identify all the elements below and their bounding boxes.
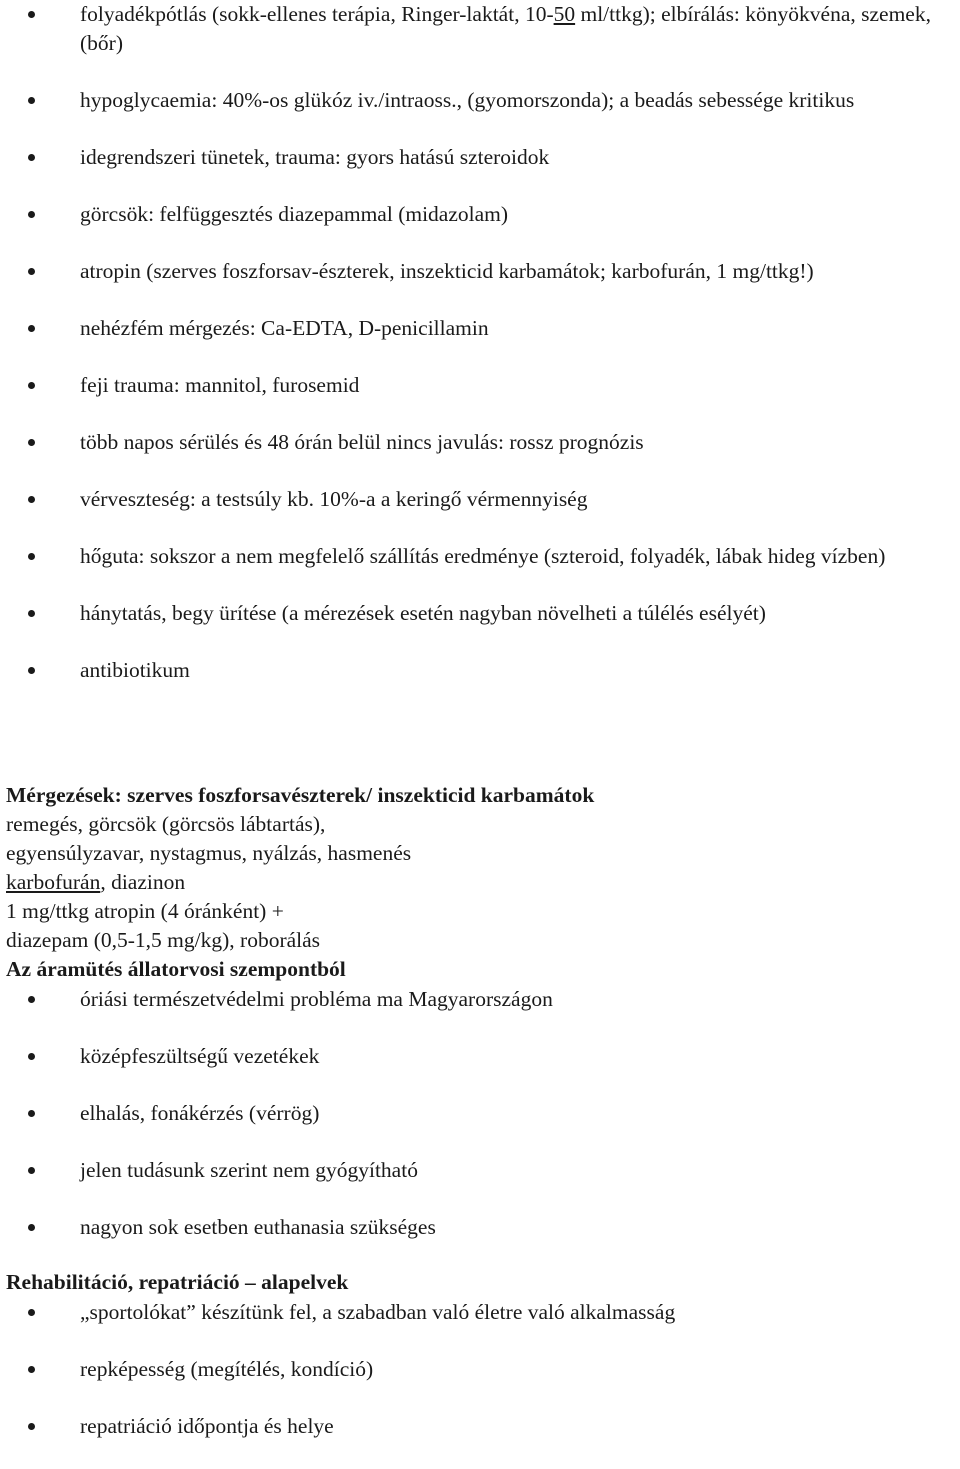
- list-item: [0, 1042, 960, 1071]
- list-item: [0, 314, 960, 343]
- list-item: [0, 257, 960, 286]
- bullet-icon: [28, 496, 35, 503]
- text-line: 1 mg/ttkg atropin (4 óránként) +: [6, 899, 284, 923]
- underlined-text: karbofurán: [6, 870, 101, 894]
- poisoning-section: [0, 781, 960, 984]
- bullet-icon: [28, 667, 35, 674]
- list-item: [0, 542, 960, 571]
- bullet-icon: [28, 97, 35, 104]
- list-item-text: repatriáció időpontja és helye: [80, 1414, 334, 1438]
- list-item: [0, 143, 960, 172]
- list-item-text: több napos sérülés és 48 órán belül nincs javulás: rossz prognózis: [80, 430, 644, 454]
- list-item-text: hypoglycaemia: 40%-os glükóz iv./intraoss., (gyomorszonda); a beadás sebessége kritikus: [80, 88, 855, 112]
- list-item: [0, 599, 960, 628]
- list-item: [0, 86, 960, 115]
- list-item: [0, 200, 960, 229]
- list-item-text: elhalás, fonákérzés (vérrög): [80, 1101, 320, 1125]
- list-item-text: nagyon sok esetben euthanasia szükséges: [80, 1215, 436, 1239]
- list-item-text: feji trauma: mannitol, furosemid: [80, 373, 360, 397]
- list-item: [0, 428, 960, 457]
- bullet-icon: [28, 1053, 35, 1060]
- section-heading: Az áramütés állatorvosi szempontból: [6, 957, 346, 981]
- bullet-icon: [28, 1309, 35, 1316]
- electrocution-list: [0, 985, 960, 1270]
- bullet-icon: [28, 996, 35, 1003]
- list-item-text: folyadékpótlás (sokk-ellenes terápia, Ringer-laktát, 10-: [80, 2, 554, 26]
- list-item: [0, 485, 960, 514]
- list-item: [0, 1298, 960, 1327]
- bullet-icon: [28, 1110, 35, 1117]
- text-line: [0, 868, 960, 897]
- list-item-text: atropin (szerves foszforsav-észterek, inszekticid karbamátok; karbofurán, 1 mg/ttkg!): [80, 259, 814, 283]
- list-item-text: idegrendszeri tünetek, trauma: gyors hatású szteroidok: [80, 145, 550, 169]
- text-line: egyensúlyzavar, nystagmus, nyálzás, hasmenés: [6, 841, 412, 865]
- text-line: remegés, görcsök (görcsös lábtartás),: [6, 812, 326, 836]
- bullet-icon: [28, 325, 35, 332]
- list-item-text: görcsök: felfüggesztés diazepammal (midazolam): [80, 202, 509, 226]
- bullet-icon: [28, 439, 35, 446]
- section-heading: Rehabilitáció, repatriáció – alapelvek: [6, 1270, 349, 1294]
- list-item: [0, 1412, 960, 1441]
- text-fragment: , diazinon: [100, 870, 186, 894]
- list-item: [0, 985, 960, 1014]
- list-item: [0, 371, 960, 400]
- list-item-text: jelen tudásunk szerint nem gyógyítható: [80, 1158, 418, 1182]
- bullet-icon: [28, 1366, 35, 1373]
- bullet-icon: [28, 1224, 35, 1231]
- bullet-icon: [28, 610, 35, 617]
- list-item: [0, 1099, 960, 1128]
- list-item-text: nehézfém mérgezés: Ca-EDTA, D-penicillamin: [80, 316, 489, 340]
- list-item: [0, 1213, 960, 1242]
- list-item-text: hánytatás, begy ürítése (a mérezések esetén nagyban növelheti a túlélés esélyét): [80, 601, 766, 625]
- list-item: [0, 1355, 960, 1384]
- bullet-icon: [28, 1167, 35, 1174]
- list-item-text: vérveszteség: a testsúly kb. 10%-a a keringő vérmennyiség: [80, 487, 588, 511]
- list-item-text: óriási természetvédelmi probléma ma Magyarországon: [80, 987, 553, 1011]
- list-item-text: „sportolókat” készítünk fel, a szabadban való életre való alkalmasság: [80, 1300, 676, 1324]
- bullet-icon: [28, 382, 35, 389]
- list-item-text: ml/ttkg); elbírálás: könyökvéna, szemek, (bőr): [80, 2, 931, 55]
- list-item: [0, 0, 960, 58]
- treatment-list: [0, 0, 960, 713]
- list-item: [0, 656, 960, 685]
- list-item: [0, 1156, 960, 1185]
- bullet-icon: [28, 11, 35, 18]
- text-line: diazepam (0,5-1,5 mg/kg), roborálás: [6, 928, 321, 952]
- underlined-text: 50: [553, 2, 576, 26]
- list-item-text: középfeszültségű vezetékek: [80, 1044, 320, 1068]
- bullet-icon: [28, 1423, 35, 1430]
- list-item-text: repképesség (megítélés, kondíció): [80, 1357, 374, 1381]
- list-item-text: hőguta: sokszor a nem megfelelő szállítás eredménye (szteroid, folyadék, lábak hideg vízben): [80, 544, 886, 568]
- bullet-icon: [28, 211, 35, 218]
- list-item-text: antibiotikum: [80, 658, 190, 682]
- section-heading: Mérgezések: szerves foszforsavészterek/ inszekticid karbamátok: [6, 783, 595, 807]
- bullet-icon: [28, 268, 35, 275]
- bullet-icon: [28, 553, 35, 560]
- bullet-icon: [28, 154, 35, 161]
- rehabilitation-list: [0, 1298, 960, 1469]
